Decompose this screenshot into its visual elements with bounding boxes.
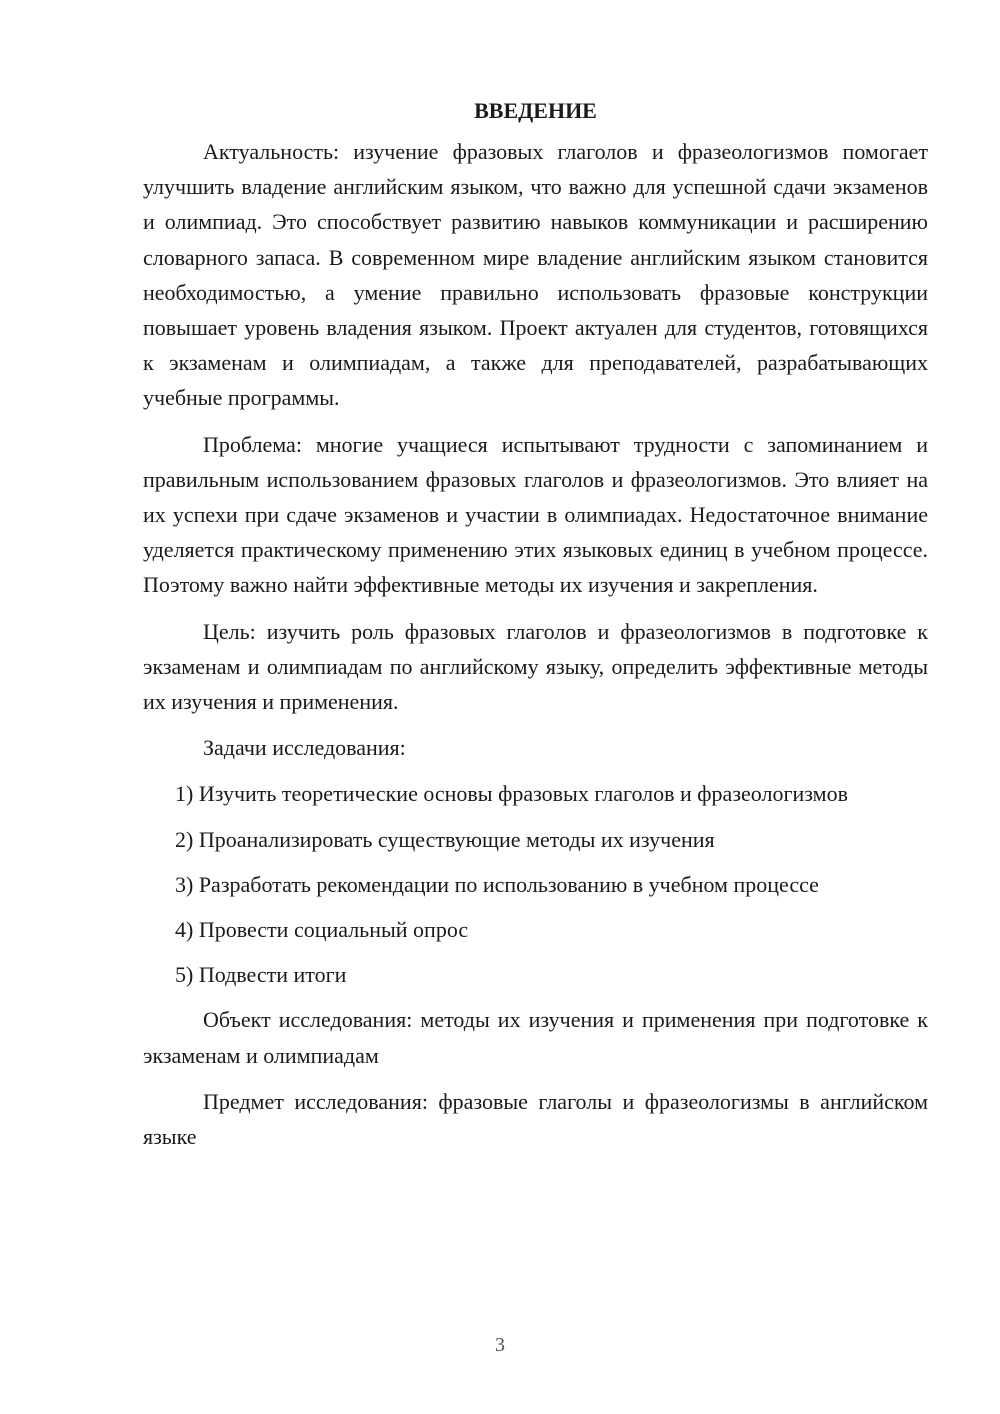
relevance-paragraph: Актуальность: изучение фразовых глаголов и фразеологизмов помогает улучшить владение английским языком, что важно для успешной сдачи экзаменов и олимпиад. Это способствует развитию навыков коммуникации и расширению словарного запаса. В современном мире владение английским языком становится необходимостью, а умение правильно использовать фразовые конструкции повышает уровень владения языком. Проект актуален для студентов, готовящихся к экзаменам и олимпиадам, а также для преподавателей, разрабатывающих учебные программы. [143,139,928,411]
page-title: ВВЕДЕНИЕ [474,98,597,123]
problem-paragraph: Проблема: многие учащиеся испытывают трудности с запоминанием и правильным использованием фразовых глаголов и фразеологизмов. Это влияет на их успехи при сдаче экзаменов и участии в олимпиадах. Недостаточное внимание уделяется практическому применению этих языковых единиц в учебном процессе. Поэтому важно найти эффективные методы их изучения и закрепления. [143,431,928,598]
document-page [143,93,928,1165]
goal-paragraph: Цель: изучить роль фразовых глаголов и фразеологизмов в подготовке к экзаменам и олимпиадам по английскому языку, определить эффективные методы их изучения и применения. [143,618,928,715]
page-number: 3 [495,1334,505,1356]
task-item-5: 5) Подвести итоги [175,962,347,988]
task-item-3: 3) Разработать рекомендации по использованию в учебном процессе [175,871,819,897]
task-item-4: 4) Провести социальный опрос [175,917,469,943]
object-paragraph: Объект исследования: методы их изучения и применения при подготовке к экзаменам и олимпиадам [143,1007,928,1068]
tasks-heading: Задачи исследования: [203,735,406,761]
tasks-list [143,776,928,992]
task-item-2: 2) Проанализировать существующие методы их изучения [175,826,715,852]
subject-paragraph: Предмет исследования: фразовые глаголы и фразеологизмы в английском языке [143,1088,928,1150]
task-item-1: 1) Изучить теоретические основы фразовых глаголов и фразеологизмов [175,781,848,807]
